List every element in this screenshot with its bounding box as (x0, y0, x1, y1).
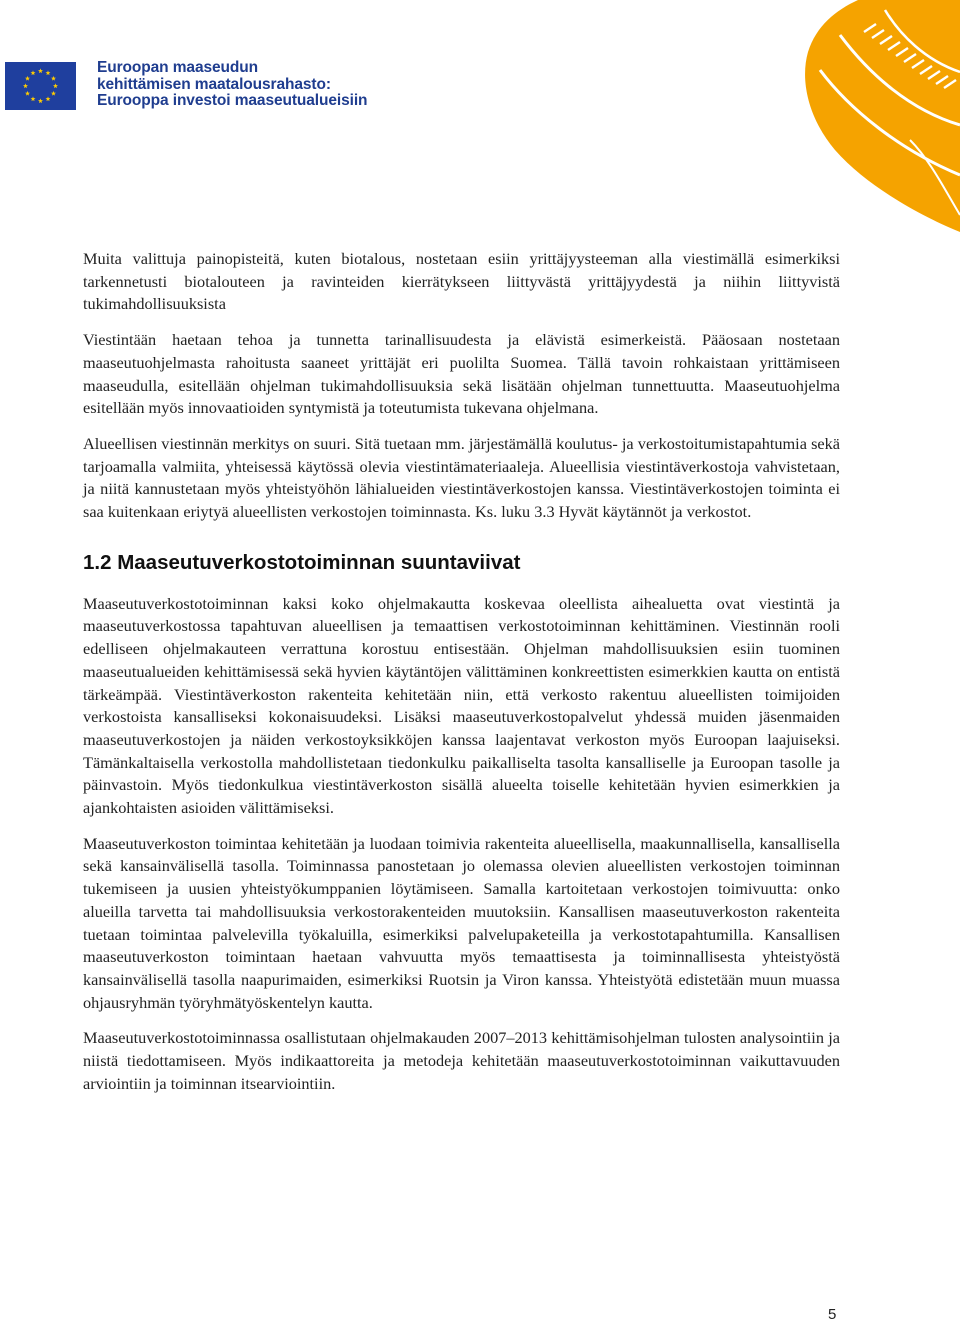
body-paragraph: Alueellisen viestinnän merkitys on suuri. Sitä tuetaan mm. järjestämällä koulutus- ja verkostoitumistapahtumia sekä tarjoamalla valmiita, yhteisessä käytössä olevia viestintämateriaaleja. Alueellisia viestintäverkostoja vahvistetaan, ja niitä kannustetaan myös yhteistyöhön lähialueiden viestintäverkostojen kanssa. Viestintäverkostojen toiminta ei saa kuitenkaan eriytyä alueellisten verkostojen toiminnasta. Ks. luku 3.3 Hyvät käytännöt ja verkostot. (83, 433, 840, 522)
body-paragraph: Maaseutuverkostotoiminnan kaksi koko ohjelmakautta koskevaa oleellista aihealuetta ovat viestintä ja maaseutuverkostossa tapahtuvan alueellisen ja temaattisen verkostotoiminnan kehittäminen. Viestinnän rooli edelliseen ohjelmakauteen verrattuna korostuu entisestään. Ohjelman mahdollisuuksien esiin tuominen maaseutualueiden kehittämisessä sekä hyvien käytäntöjen välittäminen konkreettisten esimerkkien kautta on entistä tärkeämpää. Viestintäverkoston rakenteita kehitetään niin, että verkosto rakentuu alueellisten toimijoiden verkostoista kansalliseksi kokonaisuudeksi. Lisäksi maaseutuverkostopalvelut yhdessä muiden jäsenmaiden maaseutuverkostojen ja näiden verkostoyksikköjen kanssa laajentavat verkoston myös Euroopan laajuiseksi. Tämänkaltaisella verkostolla mahdollistetaan tiedonkulku paikalliselta tasolta kansalliselle ja Euroopan tasolle ja päinvastoin. Myös tiedonkulkua viestintäverkoston sisällä alueelta toiselle kehitetään hyvien esimerkkien ja ajankohtaisten asioiden välittämiseksi. (83, 593, 840, 818)
eu-logo-line: kehittämisen maatalousrahasto: (97, 75, 331, 93)
eu-fund-logo-text (97, 60, 367, 110)
body-paragraph: Muita valittuja painopisteitä, kuten biotalous, nostetaan esiin yrittäjyysteeman alla viestimällä esimerkiksi tarkennetusti biotalouteen ja ravinteiden kierrätykseen liittyvästä yrittäjyydestä ja niihin liittyvistä tukimahdollisuuksista (83, 249, 840, 314)
body-paragraph: Viestintään haetaan tehoa ja tunnetta tarinallisuudesta ja elävistä esimerkeistä. Pääosaan nostetaan maaseutuohjelmasta rahoitusta saaneet yrittäjät eri puolilta Suomea. Tällä tavoin rohkaistaan yrittämiseen maaseudulla, esitellään ohjelman tukimahdollisuuksia sekä lisätään ohjelman tunnettuutta. Maaseutuohjelma esitellään myös innovaatioiden syntymistä ja toteutumista tukevana ohjelmana. (83, 330, 840, 418)
rural-network-logo-icon (760, 0, 960, 240)
eu-logo-line: Eurooppa investoi maaseutualueisiin (97, 92, 368, 109)
body-paragraph: Maaseutuverkostotoiminnassa osallistutaan ohjelmakauden 2007–2013 kehittämisohjelman tulosten analysointiin ja niistä tiedottamiseen. Myös indikaattoreita ja metodeja kehitetään maaseutuverkostotoiminnan vaikuttavuuden arviointiin ja toiminnan itsearviointiin. (83, 1028, 840, 1093)
section-heading: 1.2 Maaseutuverkostotoiminnan suuntaviivat (83, 550, 521, 574)
body-paragraph: Maaseutuverkoston toimintaa kehitetään ja luodaan toimivia rakenteita alueellisella, maakunnallisella, kansallisella sekä kansainvälisellä tasolla. Toiminnassa panostetaan jo olemassa olevien alueellisten verkostojen toiminnan tukemiseen ja uusien yhteistyökumppanien löytämiseen. Samalla kartoitetaan verkostojen toimivuutta: onko alueilla tarvetta tai mahdollisuuksia verkostorakenteiden muutoksiin. Kansallisen maaseutuverkoston rakenteita tuetaan toimintaa palvelevilla työkaluilla, esimerkiksi palvelupaketeilla ja verkostotapahtumilla. Kansallisen maaseutuverkoston toimintaan haetaan vahvuutta myös temaattisesta ja toiminnallisesta yhteistyöstä kansainvälisellä tasolla naapurimaiden, esimerkiksi Ruotsin ja Viron kanssa. Yhteistyötä edistetään muun muassa ohjausryhmän työryhmätyöskentelyn kautta. (83, 833, 840, 1012)
eu-logo-line: Euroopan maaseudun (97, 59, 258, 76)
page-number: 5 (828, 1306, 837, 1323)
document-body (83, 248, 840, 1096)
eu-flag-icon (5, 62, 76, 110)
page-header (0, 0, 960, 240)
